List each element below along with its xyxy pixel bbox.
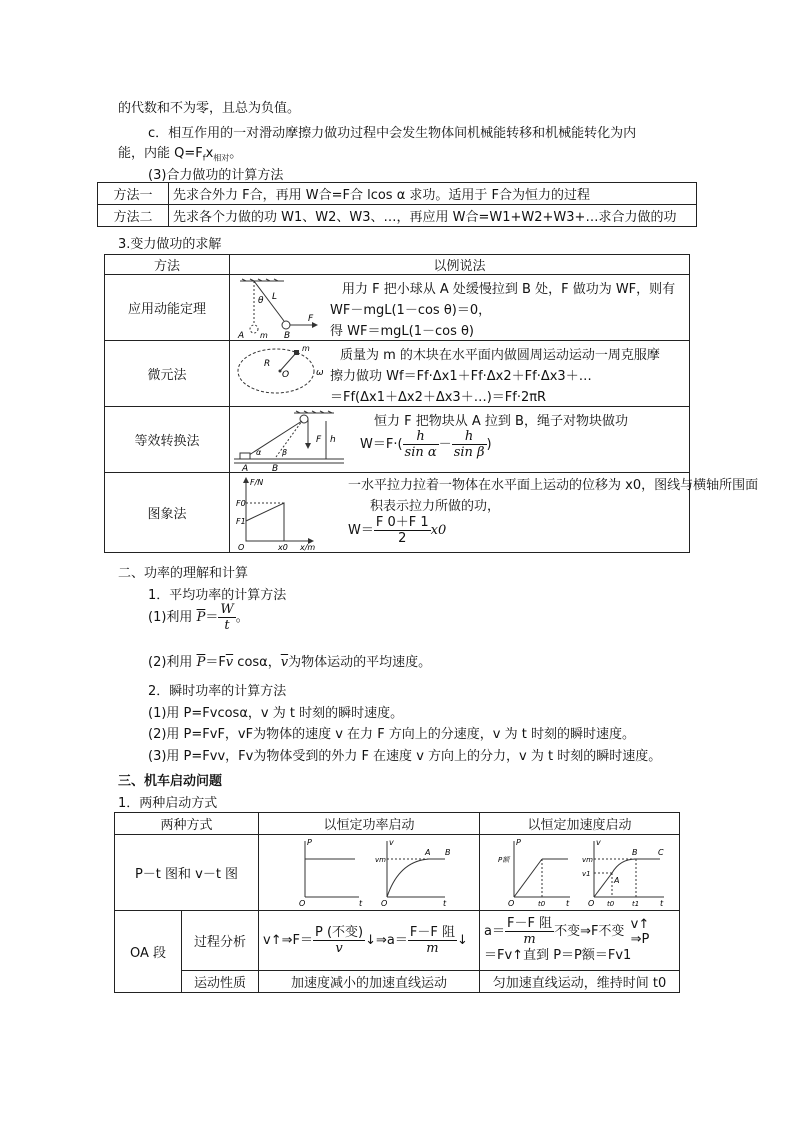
origin-3: O — [508, 899, 515, 908]
const-power-graphs — [259, 835, 480, 911]
t-axis: t — [359, 899, 363, 908]
m-label: m — [260, 331, 268, 339]
intro-line-2: c．相互作用的一对滑动摩擦力做功过程中会发生物体间机械能转移和机械能转化为内 — [148, 126, 637, 141]
const-accel-header: 以恒定加速度启动 — [480, 813, 680, 835]
const-accel-process: a＝ $\frac{\text{F－F 阻}}{m}$ 不变⇒F不变 v↑ ⇒P ＝Fv↑直到 P＝P额＝Fv1 — [480, 911, 680, 971]
pendulum-figure — [234, 277, 326, 339]
kinetic-line-3: 得 WF＝mgL(1－cos θ) — [330, 324, 474, 339]
origin-label: O — [238, 543, 245, 551]
kinetic-line-2: WF－mgL(1－cos θ)＝0， — [330, 303, 492, 318]
avg-power-formula-2: (2)利用 $\overline{P}=F\overline{v}$ cosα，$\overline{v}$为物体运动的平均速度。 — [148, 655, 432, 670]
h-label: h — [330, 435, 336, 445]
P-axis-2: P — [516, 838, 521, 847]
instant-1: (1)用 P=Fvcosα，v 为 t 时刻的瞬时速度。 — [148, 706, 404, 721]
alpha-label: α — [256, 448, 262, 457]
B-label: B — [284, 331, 291, 339]
equivalent-formula: W＝F·( $\frac{h}{\text{sin α}}$ － $\frac{h}{\text{sin β}}$ ) — [360, 429, 492, 460]
graph-formula: W＝ $\frac{F 0+F 1}{2}$ x0 — [348, 515, 447, 546]
origin: O — [299, 899, 306, 908]
col-example-header: 以例说法 — [230, 255, 690, 275]
intro-line-1: 的代数和不为零，且总为负值。 — [118, 101, 301, 116]
instant-2: (2)用 P=FvF，vF为物体的速度 v 在力 F 方向上的分速度，v 为 t 时刻的瞬时速度。 — [148, 727, 635, 742]
two-modes-heading: 1．两种启动方式 — [118, 796, 218, 811]
P-axis: P — [307, 838, 312, 847]
B-point: B — [445, 848, 451, 857]
vm-label-2: vm — [582, 856, 593, 864]
B-point-2: B — [632, 848, 638, 857]
origin-4: O — [588, 899, 595, 908]
A-point: A — [425, 848, 431, 857]
F-label: F — [316, 435, 322, 445]
beta-label: β — [282, 448, 288, 457]
power-heading: 二、功率的理解和计算 — [118, 566, 249, 581]
micro-line-3: ＝Ff(Δx1＋Δx2＋Δx3＋…)＝Ff·2πR — [330, 390, 547, 405]
variable-force-table — [104, 254, 759, 553]
mode-header: 两种方式 — [115, 813, 259, 835]
method-kinetic-theorem: 应用动能定理 — [105, 275, 230, 341]
method-1-desc: 先求合外力 F合，再用 W合=F合 lcos α 求功。适用于 F合为恒力的过程 — [169, 183, 697, 205]
const-accel-graphs — [480, 835, 680, 911]
intro-line-3: 能，内能 $Q=F_fx_{相对}$。 — [118, 146, 243, 163]
t0-label: t0 — [538, 900, 546, 908]
process-label: 过程分析 — [182, 911, 259, 971]
graphs-row-label: P－t 图和 v－t 图 — [115, 835, 259, 911]
omega-label: ω — [316, 368, 324, 378]
example-equivalent — [230, 407, 690, 473]
const-accel-motion: 匀加速直线运动，维持时间 t0 — [480, 971, 680, 993]
F-label: F — [308, 314, 314, 324]
pulley-figure — [234, 409, 352, 471]
xlabel: x/m — [300, 543, 316, 551]
ylabel: F/N — [250, 478, 264, 487]
v-axis-2: v — [596, 838, 601, 847]
kinetic-line-1: 用力 F 把小球从 A 处缓慢拉到 B 处，F 做功为 WF，则有 — [342, 282, 676, 297]
x0-label: x0 — [278, 543, 288, 551]
Pe-label: P额 — [498, 856, 510, 864]
const-accel-svg — [480, 835, 676, 909]
B-label: B — [272, 464, 279, 471]
method-2-name: 方法二 — [98, 205, 169, 227]
graph-line-1: 一水平拉力拉着一物体在水平面上运动的位移为 x0，图线与横轴所围面 — [348, 478, 759, 493]
method-graph: 图象法 — [105, 473, 230, 553]
const-power-motion: 加速度减小的加速直线运动 — [259, 971, 480, 993]
R-label: R — [264, 359, 271, 369]
example-graph — [230, 473, 759, 553]
method-equivalent: 等效转换法 — [105, 407, 230, 473]
resultant-work-table — [97, 182, 697, 227]
A-label: A — [242, 464, 249, 471]
motion-label: 运动性质 — [182, 971, 259, 993]
A-label: A — [238, 331, 245, 339]
C-point: C — [658, 848, 664, 857]
locomotive-table — [114, 812, 680, 993]
v-axis: v — [389, 838, 394, 847]
F1-label: F1 — [236, 517, 246, 526]
avg-power-heading: 1．平均功率的计算方法 — [148, 588, 287, 603]
t-axis-3: t — [566, 899, 570, 908]
const-power-process: v↑⇒F＝ $\frac{\text{P (不变)}}{v}$ ↓⇒a＝ $\frac{\text{F－F 阻}}{m}$ ↓ — [259, 911, 480, 971]
instant-3: (3)用 P=Fvv，Fv为物体受到的外力 F 在速度 v 方向上的分力，v 为 t 时刻的瞬时速度。 — [148, 749, 662, 764]
micro-line-1: 质量为 m 的木块在水平面内做圆周运动运动一周克服摩 — [340, 348, 660, 363]
mass-label: m — [302, 344, 310, 353]
example-kinetic — [230, 275, 690, 341]
v1-label: v1 — [582, 870, 591, 878]
F0-label: F0 — [236, 499, 246, 508]
theta-label: θ — [258, 296, 264, 306]
t-axis-4: t — [660, 899, 664, 908]
const-power-svg — [259, 835, 471, 909]
example-micro — [230, 341, 690, 407]
method-1-name: 方法一 — [98, 183, 169, 205]
locomotive-heading: 三、机车启动问题 — [118, 774, 223, 789]
t-axis-2: t — [443, 899, 447, 908]
vm-label: vm — [375, 856, 386, 864]
graph-line-2: 积表示拉力所做的功， — [370, 499, 501, 514]
t0-label-2: t0 — [607, 900, 615, 908]
equivalent-line-1: 恒力 F 把物块从 A 拉到 B，绳子对物块做功 — [374, 414, 628, 429]
t1-label: t1 — [632, 900, 640, 908]
variable-force-heading: 3.变力做功的求解 — [118, 237, 222, 252]
F-x-graph — [236, 475, 326, 551]
micro-line-2: 擦力做功 Wf＝Ff·Δx1＋Ff·Δx2＋Ff·Δx3＋… — [330, 369, 592, 384]
origin-2: O — [381, 899, 388, 908]
method-micro-element: 微元法 — [105, 341, 230, 407]
circular-motion-figure — [234, 343, 326, 405]
A-point-2: A — [614, 876, 620, 885]
col-method-header: 方法 — [105, 255, 230, 275]
const-power-header: 以恒定功率启动 — [259, 813, 480, 835]
instant-power-heading: 2．瞬时功率的计算方法 — [148, 684, 287, 699]
avg-power-formula-1: (1)利用 $\overline{P}=$ $\frac{W}{t}$ 。 — [148, 602, 249, 633]
oa-segment-label: OA 段 — [115, 911, 182, 993]
O-label: O — [282, 370, 290, 380]
resultant-force-heading: (3)合力做功的计算方法 — [148, 168, 284, 183]
L-label: L — [272, 292, 278, 302]
method-2-desc: 先求各个力做的功 W1、W2、W3、…，再应用 W合=W1+W2+W3+…求合力做的功 — [169, 205, 697, 227]
